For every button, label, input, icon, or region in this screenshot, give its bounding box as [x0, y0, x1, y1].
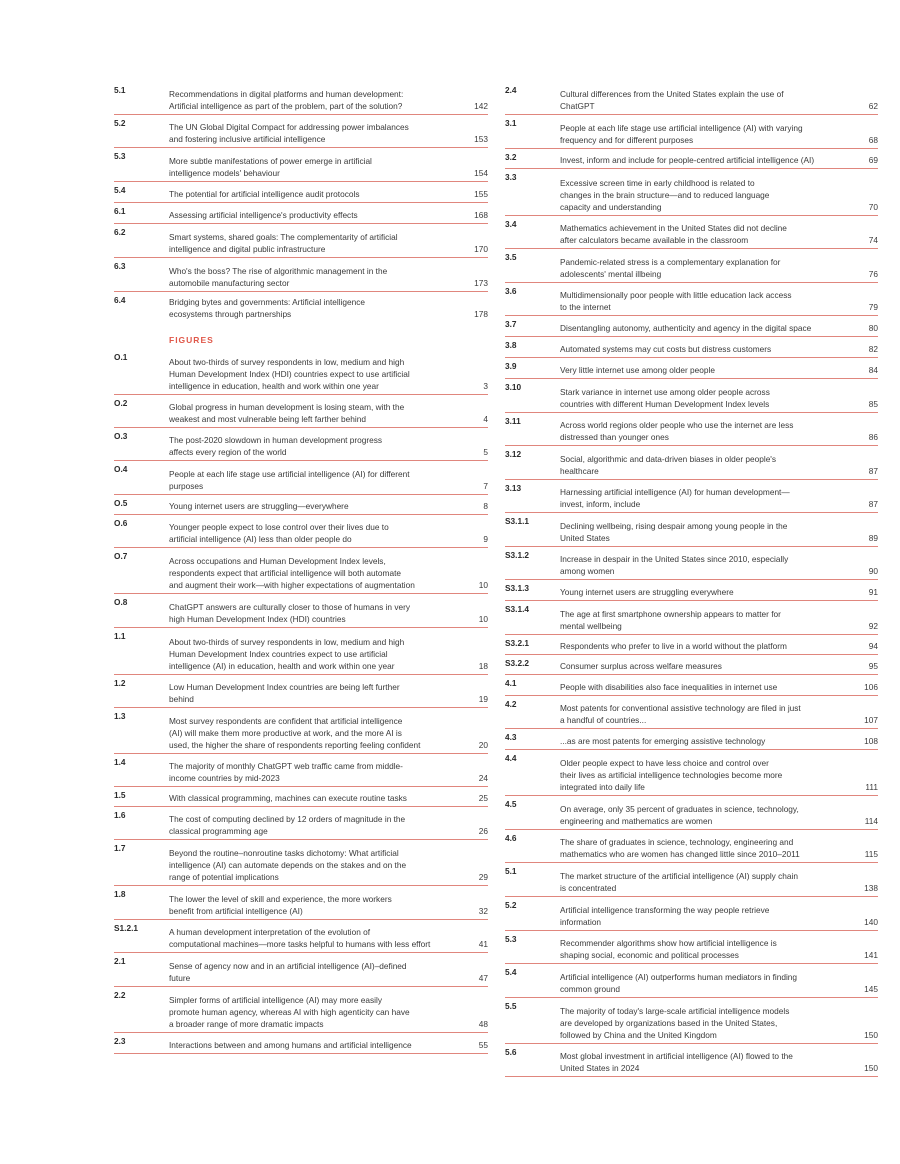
toc-entry[interactable]	[114, 628, 488, 675]
toc-entry[interactable]	[114, 920, 488, 953]
entry-page-number: 107	[864, 715, 878, 725]
toc-entry[interactable]	[505, 998, 878, 1044]
entry-number: 3.7	[505, 319, 517, 329]
entry-page-number: 90	[868, 566, 878, 576]
toc-entry[interactable]	[505, 729, 878, 750]
toc-entry[interactable]	[114, 953, 488, 987]
entry-number: 1.2	[114, 678, 126, 688]
entry-title: Most patents for conventional assistive technology are filed in just a handful of countries...	[560, 703, 801, 725]
entry-page-number: 10	[478, 614, 488, 624]
entry-page-number: 154	[474, 168, 488, 178]
entry-number: 5.2	[114, 118, 126, 128]
right-column	[505, 82, 878, 1077]
entry-title: More subtle manifestations of power emerge in artificial intelligence models' behaviour	[169, 156, 372, 178]
entry-page-number: 18	[478, 661, 488, 671]
entry-title: Consumer surplus across welfare measures	[560, 661, 722, 671]
toc-entry[interactable]	[505, 796, 878, 830]
entry-page-number: 168	[474, 210, 488, 220]
entry-page-number: 142	[474, 101, 488, 111]
entry-number: 4.4	[505, 753, 517, 763]
entry-number: 3.3	[505, 172, 517, 182]
entry-number: S3.1.2	[505, 550, 529, 560]
entry-page-number: 26	[478, 826, 488, 836]
toc-entry[interactable]	[505, 446, 878, 480]
entry-number: O.3	[114, 431, 128, 441]
entry-number: 4.6	[505, 833, 517, 843]
toc-entry[interactable]	[114, 675, 488, 708]
toc-entry[interactable]	[114, 1033, 488, 1054]
entry-page-number: 87	[868, 499, 878, 509]
entry-title: Stark variance in internet use among older people across countries with different Human Development Index levels	[560, 387, 770, 409]
entry-page-number: 91	[868, 587, 878, 597]
entry-number: 1.3	[114, 711, 126, 721]
entry-number: 5.1	[505, 866, 517, 876]
entry-number: S3.1.1	[505, 516, 529, 526]
toc-entry[interactable]	[114, 548, 488, 594]
entry-title: Interactions between and among humans and artificial intelligence	[169, 1040, 412, 1050]
left-column	[114, 82, 488, 1054]
entry-number: S3.2.2	[505, 658, 529, 668]
entry-page-number: 155	[474, 189, 488, 199]
entry-page-number: 140	[864, 917, 878, 927]
entry-page-number: 47	[478, 973, 488, 983]
entry-number: 5.4	[114, 185, 126, 195]
entry-number: 1.4	[114, 757, 126, 767]
toc-entry[interactable]	[114, 840, 488, 886]
entry-page-number: 10	[478, 580, 488, 590]
entry-page-number: 92	[868, 621, 878, 631]
entry-title: About two-thirds of survey respondents in low, medium and high Human Development Index countries expect to use artificial intelligence (AI) in education, health and work within one year	[169, 637, 405, 671]
entry-title: Simpler forms of artificial intelligence (AI) may more easily promote human agency, whereas AI with high agenticity can have a broader range of more dramatic impacts	[169, 995, 410, 1029]
entry-page-number: 94	[868, 641, 878, 651]
entry-number: S3.2.1	[505, 638, 529, 648]
entry-title: With classical programming, machines can execute routine tasks	[169, 793, 407, 803]
toc-entry[interactable]	[114, 886, 488, 920]
figures-heading: FIGURES	[169, 335, 214, 345]
toc-entry[interactable]	[114, 292, 488, 322]
toc-entry[interactable]	[114, 495, 488, 515]
entry-page-number: 3	[483, 381, 488, 391]
entry-number: 5.6	[505, 1047, 517, 1057]
toc-entry[interactable]	[505, 1044, 878, 1077]
entry-title: People at each life stage use artificial intelligence (AI) for different purposes	[169, 469, 410, 491]
entry-number: 3.1	[505, 118, 517, 128]
entry-title: Who's the boss? The rise of algorithmic management in the automobile manufacturing sector	[169, 266, 388, 288]
entry-title: The post-2020 slowdown in human development progress affects every region of the world	[169, 435, 383, 457]
toc-entry[interactable]	[114, 708, 488, 754]
entry-title: The majority of today's large-scale artificial intelligence models are developed by organizations based in the United States, followed by China and the United Kingdom	[560, 1006, 790, 1040]
entry-number: 6.3	[114, 261, 126, 271]
entry-number: 3.6	[505, 286, 517, 296]
entry-title: The lower the level of skill and experience, the more workers benefit from artificial intelligence (AI)	[169, 894, 392, 916]
toc-entry[interactable]	[505, 249, 878, 283]
entry-title: Automated systems may cut costs but distress customers	[560, 344, 772, 354]
entry-number: 6.2	[114, 227, 126, 237]
entry-page-number: 24	[478, 773, 488, 783]
entry-number: 5.3	[114, 151, 126, 161]
toc-entry[interactable]	[505, 547, 878, 580]
entry-page-number: 76	[868, 269, 878, 279]
entry-title: People at each life stage use artificial intelligence (AI) with varying frequency and for different purposes	[560, 123, 803, 145]
entry-title: Younger people expect to lose control over their lives due to artificial intelligence (AI) less than older people do	[169, 522, 389, 544]
entry-title: Global progress in human development is losing steam, with the weakest and most vulnerable being left farther behind	[169, 402, 405, 424]
entry-title: Assessing artificial intelligence's productivity effects	[169, 210, 358, 220]
entry-page-number: 170	[474, 244, 488, 254]
entry-number: 3.2	[505, 152, 517, 162]
entry-number: O.2	[114, 398, 128, 408]
entry-page-number: 153	[474, 134, 488, 144]
entry-title: Mathematics achievement in the United States did not decline after calculators became available in the classroom	[560, 223, 787, 245]
entry-title: ...as are most patents for emerging assistive technology	[560, 736, 766, 746]
entry-title: Most survey respondents are confident that artificial intelligence (AI) will make them more productive at work, and the more AI is used, the higher the share of respondents reporting feeling confident	[169, 716, 421, 750]
toc-entry[interactable]	[505, 635, 878, 655]
entry-number: 1.1	[114, 631, 126, 641]
toc-entry[interactable]	[505, 216, 878, 249]
entry-page-number: 85	[868, 399, 878, 409]
toc-entry[interactable]	[114, 82, 488, 115]
entry-page-number: 7	[483, 481, 488, 491]
entry-number: 4.2	[505, 699, 517, 709]
entry-title: ChatGPT answers are culturally closer to those of humans in very high Human Development Index (HDI) countries	[169, 602, 411, 624]
toc-entry[interactable]	[114, 787, 488, 807]
toc-entry[interactable]	[505, 897, 878, 931]
entry-title: Invest, inform and include for people-centred artificial intelligence (AI)	[560, 155, 815, 165]
entry-number: 5.4	[505, 967, 517, 977]
toc-entry[interactable]	[114, 428, 488, 461]
toc-entry[interactable]	[505, 513, 878, 547]
entry-title: The majority of monthly ChatGPT web traffic came from middle- income countries by mid-2023	[169, 761, 403, 783]
entry-number: 2.4	[505, 85, 517, 95]
entry-page-number: 74	[868, 235, 878, 245]
figures-list-continued	[505, 82, 878, 1077]
entry-page-number: 80	[868, 323, 878, 333]
entry-title: Young internet users are struggling—everywhere	[169, 501, 349, 511]
entry-title: Artificial intelligence (AI) outperforms human mediators in finding common ground	[560, 972, 798, 994]
toc-entry[interactable]	[505, 283, 878, 316]
entry-number: 1.6	[114, 810, 126, 820]
entry-title: Disentangling autonomy, authenticity and agency in the digital space	[560, 323, 812, 333]
entry-title: Recommender algorithms show how artificial intelligence is shaping social, economic and political processes	[560, 938, 777, 960]
entry-number: S3.1.3	[505, 583, 529, 593]
entry-title: The market structure of the artificial intelligence (AI) supply chain is concentrated	[560, 871, 798, 893]
entry-number: O.8	[114, 597, 128, 607]
toc-entry[interactable]	[505, 696, 878, 729]
entry-page-number: 138	[864, 883, 878, 893]
entry-title: Social, algorithmic and data-driven biases in older people's healthcare	[560, 454, 777, 476]
entry-number: 3.10	[505, 382, 522, 392]
entry-page-number: 41	[478, 939, 488, 949]
entry-title: Declining wellbeing, rising despair among young people in the United States	[560, 521, 788, 543]
toc-entry[interactable]	[505, 115, 878, 149]
entry-title: Multidimensionally poor people with little education lack access to the internet	[560, 290, 792, 312]
entry-page-number: 145	[864, 984, 878, 994]
entry-title: Recommendations in digital platforms and human development: Artificial intelligence as part of the problem, part of the solution?	[169, 89, 404, 111]
entry-page-number: 68	[868, 135, 878, 145]
entry-title: Increase in despair in the United States since 2010, especially among women	[560, 554, 789, 576]
entry-number: 4.1	[505, 678, 517, 688]
toc-entry[interactable]	[114, 224, 488, 258]
boxes-list-continued	[114, 82, 488, 322]
toc-entry[interactable]	[505, 82, 878, 115]
entry-page-number: 32	[478, 906, 488, 916]
entry-title: Sense of agency now and in an artificial intelligence (AI)–defined future	[169, 961, 407, 983]
entry-page-number: 84	[868, 365, 878, 375]
entry-title: Respondents who prefer to live in a world without the platform	[560, 641, 787, 651]
toc-entry[interactable]	[505, 149, 878, 169]
entry-page-number: 141	[864, 950, 878, 960]
entry-page-number: 9	[483, 534, 488, 544]
toc-entry[interactable]	[114, 115, 488, 148]
entry-number: 3.11	[505, 416, 521, 426]
entry-page-number: 8	[483, 501, 488, 511]
toc-entry[interactable]	[505, 358, 878, 379]
entry-number: 2.2	[114, 990, 126, 1000]
entry-page-number: 115	[864, 849, 878, 859]
entry-title: Pandemic-related stress is a complementary explanation for adolescents' mental illbeing	[560, 257, 781, 279]
entry-title: Bridging bytes and governments: Artificial intelligence ecosystems through partnerships	[169, 297, 366, 319]
entry-number: 3.13	[505, 483, 522, 493]
toc-entry[interactable]	[114, 203, 488, 224]
entry-number: O.7	[114, 551, 128, 561]
entry-title: The cost of computing declined by 12 orders of magnitude in the classical programming age	[169, 814, 406, 836]
entry-number: 5.5	[505, 1001, 517, 1011]
entry-number: 5.2	[505, 900, 517, 910]
toc-entry[interactable]	[505, 601, 878, 635]
entry-number: 4.3	[505, 732, 517, 742]
entry-page-number: 70	[868, 202, 878, 212]
entry-page-number: 87	[868, 466, 878, 476]
entry-number: 4.5	[505, 799, 517, 809]
entry-title: Across occupations and Human Development Index levels, respondents expect that artificial intelligence will both automate and augment their work—with higher expectations of augmentation	[169, 556, 415, 590]
toc-entry[interactable]	[114, 349, 488, 395]
toc-entry[interactable]	[505, 413, 878, 446]
entry-page-number: 62	[868, 101, 878, 111]
entry-title: The age at first smartphone ownership appears to matter for mental wellbeing	[560, 609, 781, 631]
entry-page-number: 86	[868, 432, 878, 442]
entry-title: Young internet users are struggling everywhere	[560, 587, 734, 597]
entry-page-number: 4	[483, 414, 488, 424]
toc-entry[interactable]	[505, 675, 878, 696]
entry-page-number: 5	[483, 447, 488, 457]
entry-number: 2.3	[114, 1036, 126, 1046]
entry-title: The share of graduates in science, technology, engineering and mathematics who are women has changed little since 2010–2011	[560, 837, 800, 859]
toc-entry[interactable]	[505, 580, 878, 601]
toc-entry[interactable]	[505, 655, 878, 675]
entry-title: The potential for artificial intelligence audit protocols	[169, 189, 360, 199]
toc-entry[interactable]	[505, 169, 878, 216]
entry-title: Harnessing artificial intelligence (AI) for human development— invest, inform, include	[560, 487, 790, 509]
entry-page-number: 69	[868, 155, 878, 165]
toc-entry[interactable]	[505, 379, 878, 413]
entry-title: A human development interpretation of the evolution of computational machines—more tasks helpful to humans with less effort	[169, 927, 431, 949]
entry-page-number: 29	[478, 872, 488, 882]
entry-title: Beyond the routine–nonroutine tasks dichotomy: What artificial intelligence (AI) can automate depends on the stakes and on the range of potential implications	[169, 848, 407, 882]
entry-page-number: 79	[868, 302, 878, 312]
entry-page-number: 25	[478, 793, 488, 803]
entry-title: Very little internet use among older people	[560, 365, 715, 375]
entry-page-number: 48	[478, 1019, 488, 1029]
toc-entry[interactable]	[505, 931, 878, 964]
toc-entry[interactable]	[505, 964, 878, 998]
entry-number: 5.1	[114, 85, 126, 95]
toc-entry[interactable]	[114, 395, 488, 428]
entry-title: Excessive screen time in early childhood is related to changes in the brain structure—and to reduced language capacity and understanding	[560, 178, 770, 212]
figures-list	[114, 349, 488, 1054]
toc-entry[interactable]	[114, 515, 488, 548]
entry-page-number: 114	[864, 816, 878, 826]
entry-title: Cultural differences from the United States explain the use of ChatGPT	[560, 89, 784, 111]
entry-number: S3.1.4	[505, 604, 529, 614]
entry-page-number: 82	[868, 344, 878, 354]
entry-title: Smart systems, shared goals: The complementarity of artificial intelligence and digital public infrastructure	[169, 232, 398, 254]
entry-number: 3.5	[505, 252, 517, 262]
entry-title: Older people expect to have less choice and control over their lives as artificial intelligence technologies become more integrated into daily life	[560, 758, 783, 792]
entry-title: Most global investment in artificial intelligence (AI) flowed to the United States in 2024	[560, 1051, 793, 1073]
toc-entry[interactable]	[114, 754, 488, 787]
entry-title: On average, only 35 percent of graduates in science, technology, engineering and mathematics are women	[560, 804, 799, 826]
toc-entry[interactable]	[505, 337, 878, 358]
entry-title: Artificial intelligence transforming the way people retrieve information	[560, 905, 770, 927]
entry-page-number: 95	[868, 661, 878, 671]
entry-number: 6.4	[114, 295, 126, 305]
entry-page-number: 150	[864, 1030, 878, 1040]
entry-number: 2.1	[114, 956, 126, 966]
entry-number: 6.1	[114, 206, 126, 216]
toc-entry[interactable]	[114, 182, 488, 203]
entry-number: 1.8	[114, 889, 126, 899]
toc-entry[interactable]	[505, 480, 878, 513]
entry-number: 5.3	[505, 934, 517, 944]
entry-page-number: 89	[868, 533, 878, 543]
entry-page-number: 20	[478, 740, 488, 750]
entry-page-number: 173	[474, 278, 488, 288]
entry-number: 3.12	[505, 449, 522, 459]
entry-page-number: 55	[478, 1040, 488, 1050]
entry-number: O.4	[114, 464, 128, 474]
entry-page-number: 106	[864, 682, 878, 692]
toc-entry[interactable]	[505, 316, 878, 337]
toc-entry[interactable]	[114, 594, 488, 628]
entry-number: O.1	[114, 352, 128, 362]
toc-entry[interactable]	[114, 807, 488, 840]
entry-page-number: 111	[865, 782, 878, 792]
entry-page-number: 150	[864, 1063, 878, 1073]
entry-number: O.6	[114, 518, 128, 528]
toc-entry[interactable]	[114, 148, 488, 182]
entry-title: About two-thirds of survey respondents in low, medium and high Human Development Index (HDI) countries expect to use artificial intelligence in education, health and work within one year	[169, 357, 410, 391]
toc-entry[interactable]	[505, 863, 878, 897]
entry-number: 3.4	[505, 219, 517, 229]
entry-number: 1.5	[114, 790, 126, 800]
figures-heading-row	[114, 322, 488, 349]
entry-number: 1.7	[114, 843, 126, 853]
entry-page-number: 19	[478, 694, 488, 704]
entry-page-number: 108	[864, 736, 878, 746]
toc-entry[interactable]	[114, 461, 488, 495]
entry-title: The UN Global Digital Compact for addressing power imbalances and fostering inclusive artificial intelligence	[169, 122, 409, 144]
entry-title: People with disabilities also face inequalities in internet use	[560, 682, 778, 692]
entry-number: S1.2.1	[114, 923, 138, 933]
toc-entry[interactable]	[505, 830, 878, 863]
toc-entry[interactable]	[505, 750, 878, 796]
entry-number: O.5	[114, 498, 128, 508]
entry-title: Across world regions older people who use the internet are less distressed than younger ones	[560, 420, 794, 442]
entry-number: 3.9	[505, 361, 517, 371]
toc-entry[interactable]	[114, 258, 488, 292]
toc-entry[interactable]	[114, 987, 488, 1033]
entry-title: Low Human Development Index countries are being left further behind	[169, 682, 400, 704]
entry-number: 3.8	[505, 340, 517, 350]
entry-page-number: 178	[474, 309, 488, 319]
